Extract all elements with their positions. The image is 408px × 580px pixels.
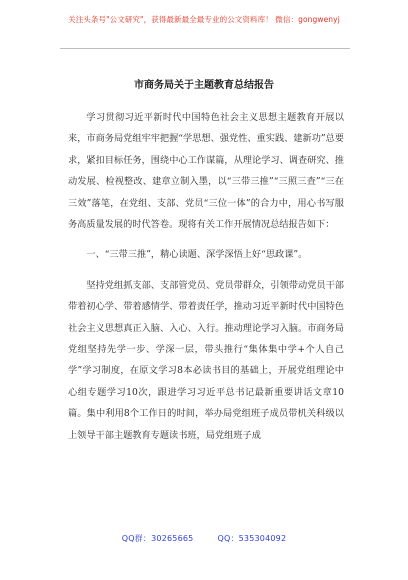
paragraph-section-heading: 一、“三带三推”，精心读题、深学深悟上好“思政课”。 — [86, 249, 308, 261]
document-body — [68, 107, 344, 446]
footer-contacts — [0, 533, 408, 544]
document-title: 市商务局关于主题教育总结报告 — [134, 80, 274, 91]
footer-qq-group: QQ群：30265665 — [121, 534, 194, 543]
footer-qq-number: QQ：535304092 — [217, 534, 287, 543]
paragraph-section-body: 坚持党组抓支部、支部管党员、党员带群众，引领带动党员干部带着初心学、带着感情学、带着责任学，推动习近平新时代中国特色社会主义思想真正入脑、入心、入行。推动理论学习入脑。市商务局党组坚持先学一步、学深一层，带头推行“集体集中学+个人自己学”学习制度，在原文学习8本必读书目的基础上，开展党组理论中心组专题学习10次，跟进学习习近平总书记最新重要讲话文章10篇。集中利用8个工作日的时间，举办局党组班子成员带机关科级以上领导干部主题教育专题读书班，局党组班子成 — [68, 279, 344, 441]
paragraph-intro: 学习贯彻习近平新时代中国特色社会主义思想主题教育开展以来，市商务局党组牢牢把握“学思想、强党性、重实践、建新功”总要求，紧扣目标任务，围绕中心工作谋篇，从理论学习、调查研究、推动发展、检视整改、建章立制入墨，以“三带三推”“三照三查”“三在三效”落笔，在党组、支部、党员“三位一体”的合力中，用心书写服务高质量发展的时代答卷。现将有关工作开展情况总结报告如下： — [68, 112, 344, 231]
header-banner: 关注头条号"公文研究"，获得最新最全最专业的公文资料库！ 微信：gongwenyj — [68, 15, 340, 24]
header-divider — [60, 48, 350, 49]
